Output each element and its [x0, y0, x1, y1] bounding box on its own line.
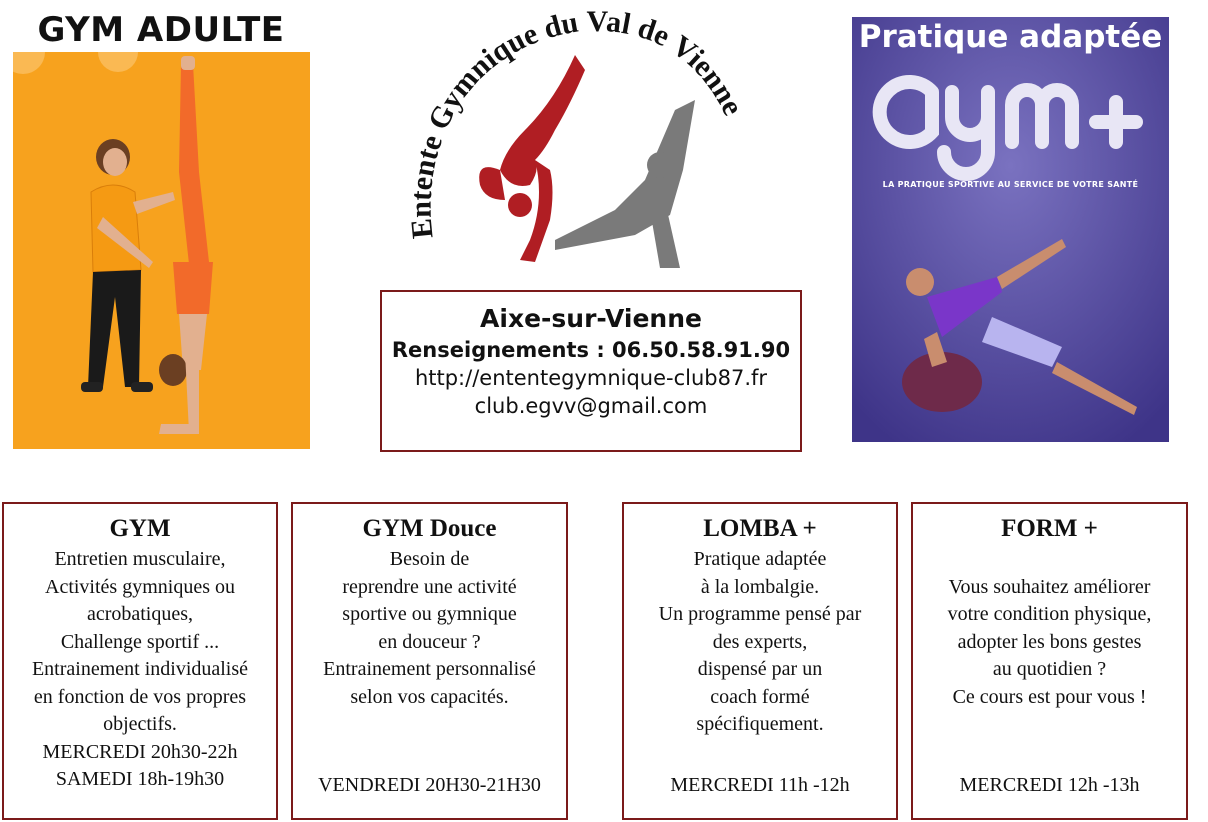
course-box-gym — [2, 502, 278, 820]
gym-adulte-title: GYM ADULTE — [37, 10, 285, 50]
course-description: Entretien musculaire, Activités gymniques ou acrobatiques, Challenge sportif ... Entrainement individualisé en fonction de vos propres objectifs. MERCREDI 20h30-22h SAMEDI 18h-19h30 — [31, 548, 249, 790]
logo-arc-text: Entente Gymnique du Val de Vienne — [405, 10, 750, 241]
course-box-gym-douce — [291, 502, 568, 820]
club-logo — [405, 10, 775, 275]
course-schedule: MERCREDI 11h -12h — [670, 774, 850, 796]
club-city: Aixe-sur-Vienne — [480, 304, 702, 333]
course-box-form — [911, 502, 1188, 820]
gymplus-poster — [852, 17, 1169, 442]
course-description: Vous souhaitez améliorer votre condition physique, adopter les bons gestes au quotidien ? Ce cours est pour vous ! — [947, 575, 1152, 708]
course-title: GYM Douce — [362, 515, 497, 542]
gymplus-title: Pratique adaptée — [858, 19, 1163, 55]
gym-adulte-photo — [13, 52, 310, 449]
course-schedule: MERCREDI 12h -13h — [959, 774, 1140, 796]
course-description: Pratique adaptée à la lombalgie. Un programme pensé par des experts, dispensé par un coach formé spécifiquement. — [658, 548, 862, 735]
club-website-link[interactable]: http://ententegymnique-club87.fr — [414, 366, 768, 390]
course-title: FORM + — [1001, 515, 1098, 542]
course-schedule: VENDREDI 20H30-21H30 — [318, 774, 541, 796]
contact-box — [380, 290, 802, 452]
course-title: LOMBA + — [703, 515, 817, 542]
gymplus-tagline: LA PRATIQUE SPORTIVE AU SERVICE DE VOTRE SANTÉ — [882, 180, 1139, 189]
course-title: GYM — [109, 515, 171, 542]
club-email-link[interactable]: club.egvv@gmail.com — [474, 394, 708, 418]
contact-phone: Renseignements : 06.50.58.91.90 — [391, 338, 791, 362]
svg-text:Entente Gymnique du Val de Vie — [405, 10, 750, 240]
course-box-lomba — [622, 502, 898, 820]
course-description: Besoin de reprendre une activité sportive ou gymnique en douceur ? Entrainement personnalisé selon vos capacités. — [323, 548, 536, 708]
